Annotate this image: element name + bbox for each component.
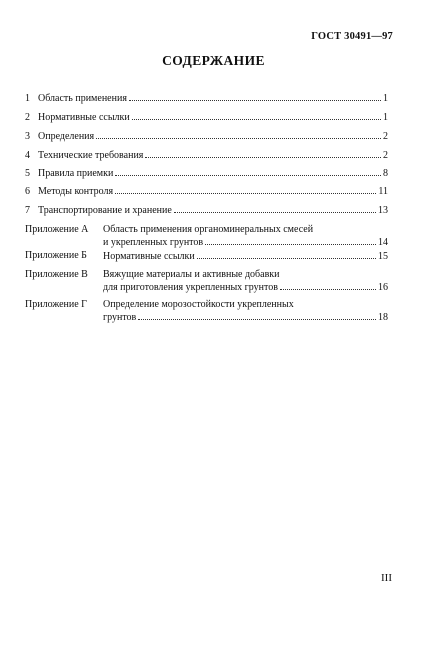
- appendix-title-line1: Определение морозостойкости укрепленных: [103, 299, 294, 310]
- appendix-label: Приложение Г: [25, 299, 87, 310]
- appendix-label: Приложение В: [25, 269, 88, 280]
- toc-item-5[interactable]: [25, 167, 388, 179]
- dot-leader: [115, 167, 381, 176]
- toc-item-7[interactable]: [25, 204, 388, 216]
- dot-leader: [145, 149, 381, 158]
- toc-item-title: Определения: [38, 131, 95, 142]
- appendix-title-line1: Нормативные ссылки: [103, 251, 195, 262]
- toc-appendix-a[interactable]: [25, 224, 388, 248]
- toc-item-page: 14: [378, 237, 388, 248]
- page-title: СОДЕРЖАНИЕ: [162, 53, 265, 68]
- toc-item-page: 11: [378, 186, 388, 197]
- toc-item-page: 13: [378, 205, 388, 216]
- toc-item-4[interactable]: [25, 149, 388, 161]
- toc-item-number: 7: [25, 205, 30, 216]
- appendix-title-line2: для приготовления укрепленных грунтов: [103, 282, 278, 293]
- toc-item-page: 1: [383, 93, 388, 104]
- toc-item-title: Область применения: [38, 93, 127, 104]
- dot-leader: [138, 311, 376, 320]
- toc-item-page: 1: [383, 112, 388, 123]
- toc-item-title: Методы контроля: [38, 186, 114, 197]
- toc-item-title: Правила приемки: [38, 168, 114, 179]
- appendix-title-line2: и укрепленных грунтов: [103, 237, 204, 248]
- toc-item-page: 8: [383, 168, 388, 179]
- appendix-label: Приложение Б: [25, 250, 87, 261]
- toc-item-number: 6: [25, 186, 30, 197]
- page-number: III: [381, 572, 392, 584]
- toc-appendix-b[interactable]: [25, 250, 388, 262]
- appendix-title-line1: Вяжущие материалы и активные добавки: [103, 269, 280, 280]
- toc-item-6[interactable]: [25, 185, 388, 197]
- toc-item-number: 3: [25, 131, 30, 142]
- dot-leader: [205, 236, 376, 245]
- toc-appendix-v[interactable]: [25, 269, 388, 293]
- dot-leader: [280, 281, 376, 290]
- toc-item-page: 2: [383, 131, 388, 142]
- toc-item-3[interactable]: [25, 130, 388, 142]
- appendix-title-line1: Область применения органоминеральных смесей: [103, 224, 314, 235]
- dot-leader: [115, 185, 376, 194]
- dot-leader: [197, 250, 376, 259]
- toc-item-number: 1: [25, 93, 30, 104]
- appendix-title-line2: грунтов: [103, 312, 137, 323]
- toc-item-1[interactable]: [25, 92, 388, 104]
- header-standard-code: ГОСТ 30491—97: [311, 31, 393, 42]
- toc-item-title: Транспортирование и хранение: [38, 205, 172, 216]
- dot-leader: [174, 204, 376, 213]
- dot-leader: [129, 92, 381, 101]
- toc-item-number: 4: [25, 150, 30, 161]
- toc-item-page: 16: [378, 282, 388, 293]
- toc-appendix-g[interactable]: [25, 299, 388, 323]
- toc-item-number: 5: [25, 168, 30, 179]
- toc-item-2[interactable]: [25, 111, 388, 123]
- toc-item-page: 15: [378, 251, 388, 262]
- dot-leader: [96, 130, 381, 139]
- dot-leader: [132, 111, 381, 120]
- toc-item-number: 2: [25, 112, 30, 123]
- toc-item-page: 18: [378, 312, 388, 323]
- toc-item-page: 2: [383, 150, 388, 161]
- toc-item-title: Нормативные ссылки: [38, 112, 130, 123]
- appendix-label: Приложение А: [25, 224, 89, 235]
- toc-item-title: Технические требования: [38, 150, 144, 161]
